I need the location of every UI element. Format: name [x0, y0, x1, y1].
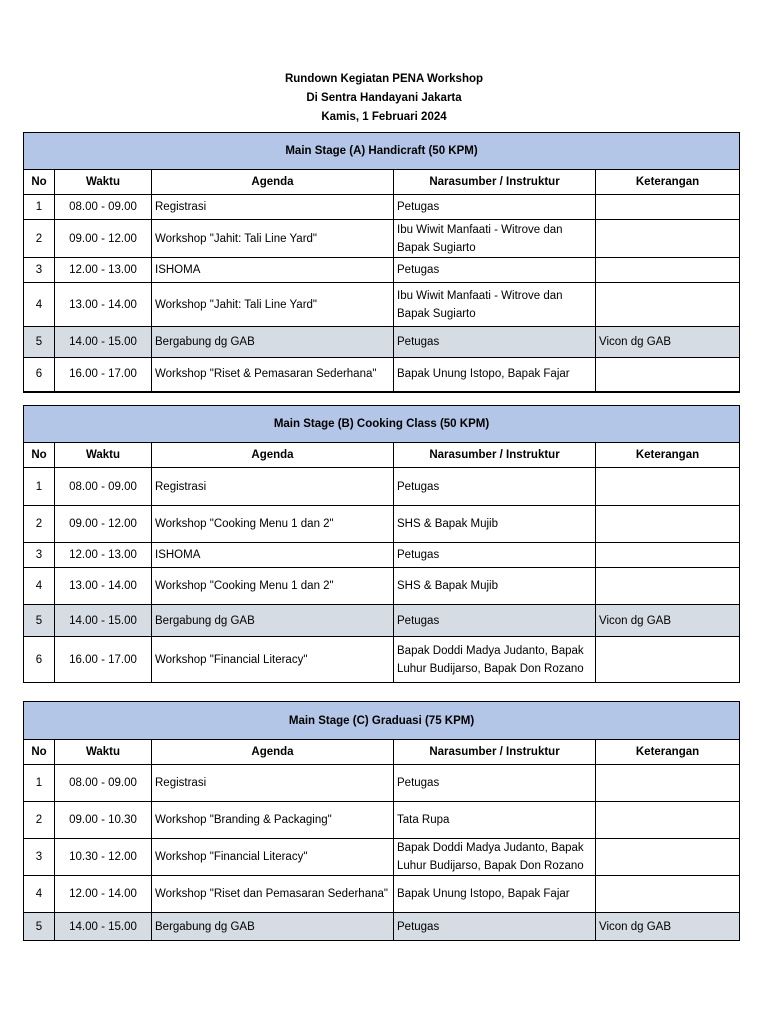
cell-note: Vicon dg GAB [596, 605, 740, 637]
table-row [24, 506, 740, 543]
cell-no: 5 [24, 605, 55, 637]
header-title: Rundown Kegiatan PENA Workshop [284, 73, 484, 85]
cell-agenda: Workshop "Financial Literacy" [152, 839, 394, 876]
cell-agenda: Workshop "Riset dan Pemasaran Sederhana" [152, 876, 394, 913]
column-header-time: Waktu [55, 740, 152, 765]
cell-no: 2 [24, 220, 55, 258]
cell-time: 16.00 - 17.00 [55, 637, 152, 683]
cell-agenda: Workshop "Financial Literacy" [152, 637, 394, 683]
stage-title: Main Stage (C) Graduasi (75 KPM) [24, 702, 740, 740]
cell-speaker: Bapak Doddi Madya Judanto, Bapak Luhur Budijarso, Bapak Don Rozano [394, 839, 596, 876]
cell-note [596, 802, 740, 839]
cell-time: 12.00 - 13.00 [55, 543, 152, 568]
table-row [24, 839, 740, 876]
cell-time: 09.00 - 12.00 [55, 220, 152, 258]
cell-speaker: Petugas [394, 258, 596, 283]
table-row [24, 568, 740, 605]
stage-title: Main Stage (A) Handicraft (50 KPM) [24, 133, 740, 170]
cell-speaker: Bapak Doddi Madya Judanto, Bapak Luhur Budijarso, Bapak Don Rozano [394, 637, 596, 683]
cell-note: Vicon dg GAB [596, 913, 740, 941]
cell-no: 1 [24, 195, 55, 220]
cell-note [596, 568, 740, 605]
column-header-agenda: Agenda [152, 170, 394, 195]
cell-note [596, 358, 740, 392]
table-row [24, 765, 740, 802]
cell-no: 1 [24, 765, 55, 802]
cell-time: 12.00 - 13.00 [55, 258, 152, 283]
table-row [24, 327, 740, 358]
cell-agenda: Workshop "Branding & Packaging" [152, 802, 394, 839]
stage-table [23, 405, 740, 683]
cell-speaker: Petugas [394, 765, 596, 802]
cell-no: 2 [24, 506, 55, 543]
column-header-note: Keterangan [596, 443, 740, 468]
column-header-no: No [24, 740, 55, 765]
cell-note [596, 637, 740, 683]
cell-speaker: SHS & Bapak Mujib [394, 568, 596, 605]
column-header-no: No [24, 170, 55, 195]
cell-time: 10.30 - 12.00 [55, 839, 152, 876]
cell-note [596, 839, 740, 876]
cell-time: 14.00 - 15.00 [55, 605, 152, 637]
cell-agenda: Workshop "Riset & Pemasaran Sederhana" [152, 358, 394, 392]
column-header-no: No [24, 443, 55, 468]
cell-no: 3 [24, 839, 55, 876]
cell-agenda: Bergabung dg GAB [152, 327, 394, 358]
cell-time: 16.00 - 17.00 [55, 358, 152, 392]
cell-no: 3 [24, 258, 55, 283]
cell-speaker: Bapak Unung Istopo, Bapak Fajar [394, 358, 596, 392]
table-row [24, 802, 740, 839]
cell-note [596, 220, 740, 258]
cell-time: 08.00 - 09.00 [55, 765, 152, 802]
table-row [24, 258, 740, 283]
cell-no: 5 [24, 913, 55, 941]
cell-note [596, 468, 740, 506]
cell-speaker: Petugas [394, 913, 596, 941]
cell-agenda: ISHOMA [152, 258, 394, 283]
column-header-agenda: Agenda [152, 443, 394, 468]
cell-speaker: Bapak Unung Istopo, Bapak Fajar [394, 876, 596, 913]
cell-no: 6 [24, 358, 55, 392]
cell-speaker: Petugas [394, 468, 596, 506]
cell-agenda: Registrasi [152, 468, 394, 506]
cell-speaker: Ibu Wiwit Manfaati - Witrove dan Bapak Sugiarto [394, 220, 596, 258]
column-header-note: Keterangan [596, 170, 740, 195]
stage-title: Main Stage (B) Cooking Class (50 KPM) [24, 406, 740, 443]
cell-speaker: Petugas [394, 605, 596, 637]
cell-note [596, 506, 740, 543]
cell-time: 09.00 - 10.30 [55, 802, 152, 839]
cell-no: 4 [24, 876, 55, 913]
cell-agenda: Workshop "Cooking Menu 1 dan 2" [152, 568, 394, 605]
column-header-speaker: Narasumber / Instruktur [394, 740, 596, 765]
cell-agenda: ISHOMA [152, 543, 394, 568]
cell-note [596, 195, 740, 220]
cell-time: 08.00 - 09.00 [55, 468, 152, 506]
cell-time: 13.00 - 14.00 [55, 568, 152, 605]
cell-speaker: SHS & Bapak Mujib [394, 506, 596, 543]
cell-note [596, 283, 740, 327]
cell-agenda: Workshop "Jahit: Tali Line Yard" [152, 283, 394, 327]
table-row [24, 195, 740, 220]
cell-speaker: Petugas [394, 195, 596, 220]
cell-time: 12.00 - 14.00 [55, 876, 152, 913]
cell-time: 09.00 - 12.00 [55, 506, 152, 543]
table-row [24, 543, 740, 568]
cell-agenda: Bergabung dg GAB [152, 605, 394, 637]
cell-agenda: Bergabung dg GAB [152, 913, 394, 941]
cell-note [596, 876, 740, 913]
column-header-speaker: Narasumber / Instruktur [394, 170, 596, 195]
cell-no: 4 [24, 283, 55, 327]
cell-note: Vicon dg GAB [596, 327, 740, 358]
cell-agenda: Workshop "Jahit: Tali Line Yard" [152, 220, 394, 258]
table-row [24, 220, 740, 258]
cell-no: 2 [24, 802, 55, 839]
cell-speaker: Tata Rupa [394, 802, 596, 839]
stage-table [23, 132, 740, 393]
cell-agenda: Registrasi [152, 195, 394, 220]
header-date: Kamis, 1 Februari 2024 [321, 111, 447, 123]
cell-note [596, 258, 740, 283]
cell-note [596, 543, 740, 568]
header-location: Di Sentra Handayani Jakarta [306, 92, 462, 104]
table-row [24, 913, 740, 941]
cell-no: 3 [24, 543, 55, 568]
cell-agenda: Workshop "Cooking Menu 1 dan 2" [152, 506, 394, 543]
stage-table [23, 701, 740, 941]
table-row [24, 283, 740, 327]
cell-time: 13.00 - 14.00 [55, 283, 152, 327]
cell-no: 4 [24, 568, 55, 605]
table-row [24, 605, 740, 637]
cell-speaker: Petugas [394, 327, 596, 358]
table-row [24, 358, 740, 392]
cell-note [596, 765, 740, 802]
table-row [24, 637, 740, 683]
column-header-note: Keterangan [596, 740, 740, 765]
cell-no: 6 [24, 637, 55, 683]
cell-time: 08.00 - 09.00 [55, 195, 152, 220]
cell-no: 1 [24, 468, 55, 506]
column-header-agenda: Agenda [152, 740, 394, 765]
cell-speaker: Petugas [394, 543, 596, 568]
cell-time: 14.00 - 15.00 [55, 327, 152, 358]
cell-no: 5 [24, 327, 55, 358]
document-header [0, 70, 768, 127]
table-row [24, 876, 740, 913]
table-row [24, 468, 740, 506]
column-header-time: Waktu [55, 443, 152, 468]
cell-time: 14.00 - 15.00 [55, 913, 152, 941]
column-header-speaker: Narasumber / Instruktur [394, 443, 596, 468]
cell-agenda: Registrasi [152, 765, 394, 802]
cell-speaker: Ibu Wiwit Manfaati - Witrove dan Bapak Sugiarto [394, 283, 596, 327]
column-header-time: Waktu [55, 170, 152, 195]
